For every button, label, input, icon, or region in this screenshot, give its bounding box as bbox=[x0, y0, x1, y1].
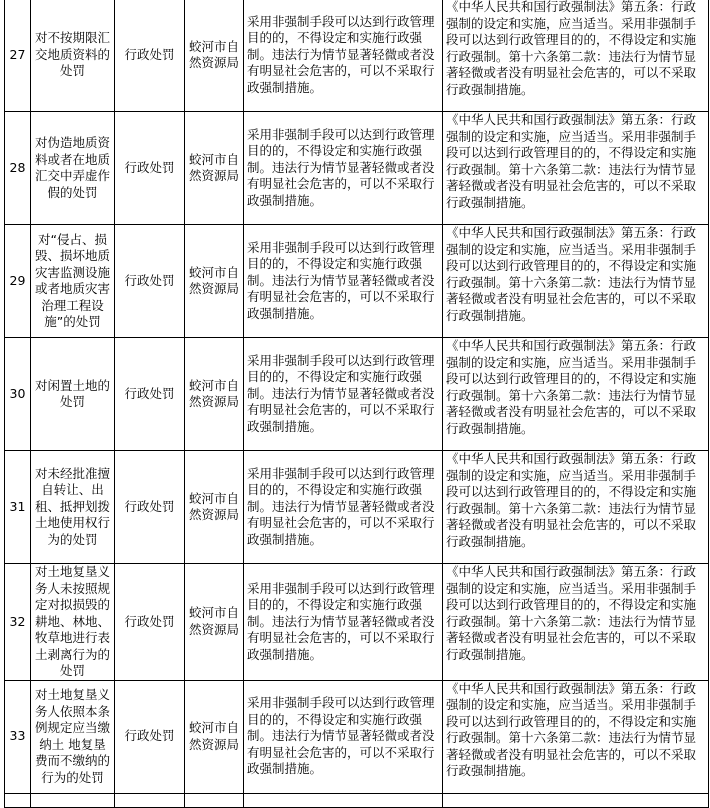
applicable-condition: 采用非强制手段可以达到行政管理目的的，不得设定和实施行政强制。违法行为情节显著轻微或者没有明显社会危害的，可以不采取行政强制措施。 bbox=[244, 680, 443, 793]
table-row bbox=[5, 0, 709, 112]
item-name: 对闲置土地的处罚 bbox=[31, 338, 115, 451]
cutoff-cell bbox=[244, 793, 443, 807]
item-category: 行政处罚 bbox=[115, 680, 185, 793]
item-category: 行政处罚 bbox=[115, 451, 185, 564]
cutoff-cell bbox=[5, 793, 31, 807]
applicable-condition: 采用非强制手段可以达到行政管理目的的，不得设定和实施行政强制。违法行为情节显著轻微或者没有明显社会危害的，可以不采取行政强制措施。 bbox=[244, 451, 443, 564]
row-number: 32 bbox=[5, 564, 31, 681]
legal-basis: 《中华人民共和国行政强制法》第五条：行政强制的设定和实施，应当适当。采用非强制手段可以达到行政管理目的的，不得设定和实施行政强制。第十六条第二款：违法行为情节显著轻微或者没有明显社会危害的，可以不采取行政强制措施。 bbox=[443, 564, 709, 681]
responsible-department: 蛟河市自然资源局 bbox=[185, 112, 244, 225]
measures-table bbox=[4, 0, 709, 808]
responsible-department: 蛟河市自然资源局 bbox=[185, 0, 244, 112]
responsible-department: 蛟河市自然资源局 bbox=[185, 564, 244, 681]
item-category: 行政处罚 bbox=[115, 564, 185, 681]
item-name: 对“侵占、损毁、损坏地质灾害监测设施或者地质灾害治理工程设施”的处罚 bbox=[31, 225, 115, 338]
table-row-cutoff bbox=[5, 793, 709, 807]
item-name: 对伪造地质资料或者在地质汇交中弄虚作假的处罚 bbox=[31, 112, 115, 225]
applicable-condition: 采用非强制手段可以达到行政管理目的的，不得设定和实施行政强制。违法行为情节显著轻微或者没有明显社会危害的，可以不采取行政强制措施。 bbox=[244, 225, 443, 338]
responsible-department: 蛟河市自然资源局 bbox=[185, 225, 244, 338]
applicable-condition: 采用非强制手段可以达到行政管理目的的，不得设定和实施行政强制。违法行为情节显著轻微或者没有明显社会危害的，可以不采取行政强制措施。 bbox=[244, 112, 443, 225]
row-number: 28 bbox=[5, 112, 31, 225]
row-number: 31 bbox=[5, 451, 31, 564]
legal-basis: 《中华人民共和国行政强制法》第五条：行政强制的设定和实施，应当适当。采用非强制手段可以达到行政管理目的的，不得设定和实施行政强制。第十六条第二款：违法行为情节显著轻微或者没有明显社会危害的，可以不采取行政强制措施。 bbox=[443, 225, 709, 338]
row-number: 33 bbox=[5, 680, 31, 793]
legal-basis: 《中华人民共和国行政强制法》第五条：行政强制的设定和实施，应当适当。采用非强制手段可以达到行政管理目的的，不得设定和实施行政强制。第十六条第二款：违法行为情节显著轻微或者没有明显社会危害的，可以不采取行政强制措施。 bbox=[443, 451, 709, 564]
item-name: 对不按期限汇交地质资料的处罚 bbox=[31, 0, 115, 112]
row-number: 29 bbox=[5, 225, 31, 338]
item-name: 对土地复垦义务人未按照规定对拟损毁的耕地、林地、牧草地进行表土剥离行为的处罚 bbox=[31, 564, 115, 681]
legal-basis: 《中华人民共和国行政强制法》第五条：行政强制的设定和实施，应当适当。采用非强制手段可以达到行政管理目的的，不得设定和实施行政强制。第十六条第二款：违法行为情节显著轻微或者没有明显社会危害的，可以不采取行政强制措施。 bbox=[443, 338, 709, 451]
responsible-department: 蛟河市自然资源局 bbox=[185, 338, 244, 451]
item-category: 行政处罚 bbox=[115, 338, 185, 451]
item-category: 行政处罚 bbox=[115, 112, 185, 225]
cutoff-cell bbox=[115, 793, 185, 807]
table-row bbox=[5, 112, 709, 225]
item-name: 对未经批准擅自转让、出租、抵押划拨土地使用权行为的处罚 bbox=[31, 451, 115, 564]
applicable-condition: 采用非强制手段可以达到行政管理目的的，不得设定和实施行政强制。违法行为情节显著轻微或者没有明显社会危害的，可以不采取行政强制措施。 bbox=[244, 564, 443, 681]
responsible-department: 蛟河市自然资源局 bbox=[185, 451, 244, 564]
cutoff-cell bbox=[185, 793, 244, 807]
applicable-condition: 采用非强制手段可以达到行政管理目的的，不得设定和实施行政强制。违法行为情节显著轻微或者没有明显社会危害的，可以不采取行政强制措施。 bbox=[244, 0, 443, 112]
cutoff-cell bbox=[31, 793, 115, 807]
table-row bbox=[5, 338, 709, 451]
row-number: 27 bbox=[5, 0, 31, 112]
legal-basis: 《中华人民共和国行政强制法》第五条：行政强制的设定和实施，应当适当。采用非强制手段可以达到行政管理目的的，不得设定和实施行政强制。第十六条第二款：违法行为情节显著轻微或者没有明显社会危害的，可以不采取行政强制措施。 bbox=[443, 680, 709, 793]
cutoff-cell bbox=[443, 793, 709, 807]
table-row bbox=[5, 451, 709, 564]
item-name: 对土地复垦义务人依照本条例规定应当缴纳土 地复垦费而不缴纳的行为的处罚 bbox=[31, 680, 115, 793]
table-row bbox=[5, 680, 709, 793]
table-row bbox=[5, 564, 709, 681]
legal-basis: 《中华人民共和国行政强制法》第五条：行政强制的设定和实施，应当适当。采用非强制手段可以达到行政管理目的的，不得设定和实施行政强制。第十六条第二款：违法行为情节显著轻微或者没有明显社会危害的，可以不采取行政强制措施。 bbox=[443, 0, 709, 112]
legal-basis: 《中华人民共和国行政强制法》第五条：行政强制的设定和实施，应当适当。采用非强制手段可以达到行政管理目的的，不得设定和实施行政强制。第十六条第二款：违法行为情节显著轻微或者没有明显社会危害的，可以不采取行政强制措施。 bbox=[443, 112, 709, 225]
item-category: 行政处罚 bbox=[115, 225, 185, 338]
applicable-condition: 采用非强制手段可以达到行政管理目的的，不得设定和实施行政强制。违法行为情节显著轻微或者没有明显社会危害的，可以不采取行政强制措施。 bbox=[244, 338, 443, 451]
responsible-department: 蛟河市自然资源局 bbox=[185, 680, 244, 793]
item-category: 行政处罚 bbox=[115, 0, 185, 112]
table-body bbox=[5, 0, 709, 807]
row-number: 30 bbox=[5, 338, 31, 451]
table-row bbox=[5, 225, 709, 338]
